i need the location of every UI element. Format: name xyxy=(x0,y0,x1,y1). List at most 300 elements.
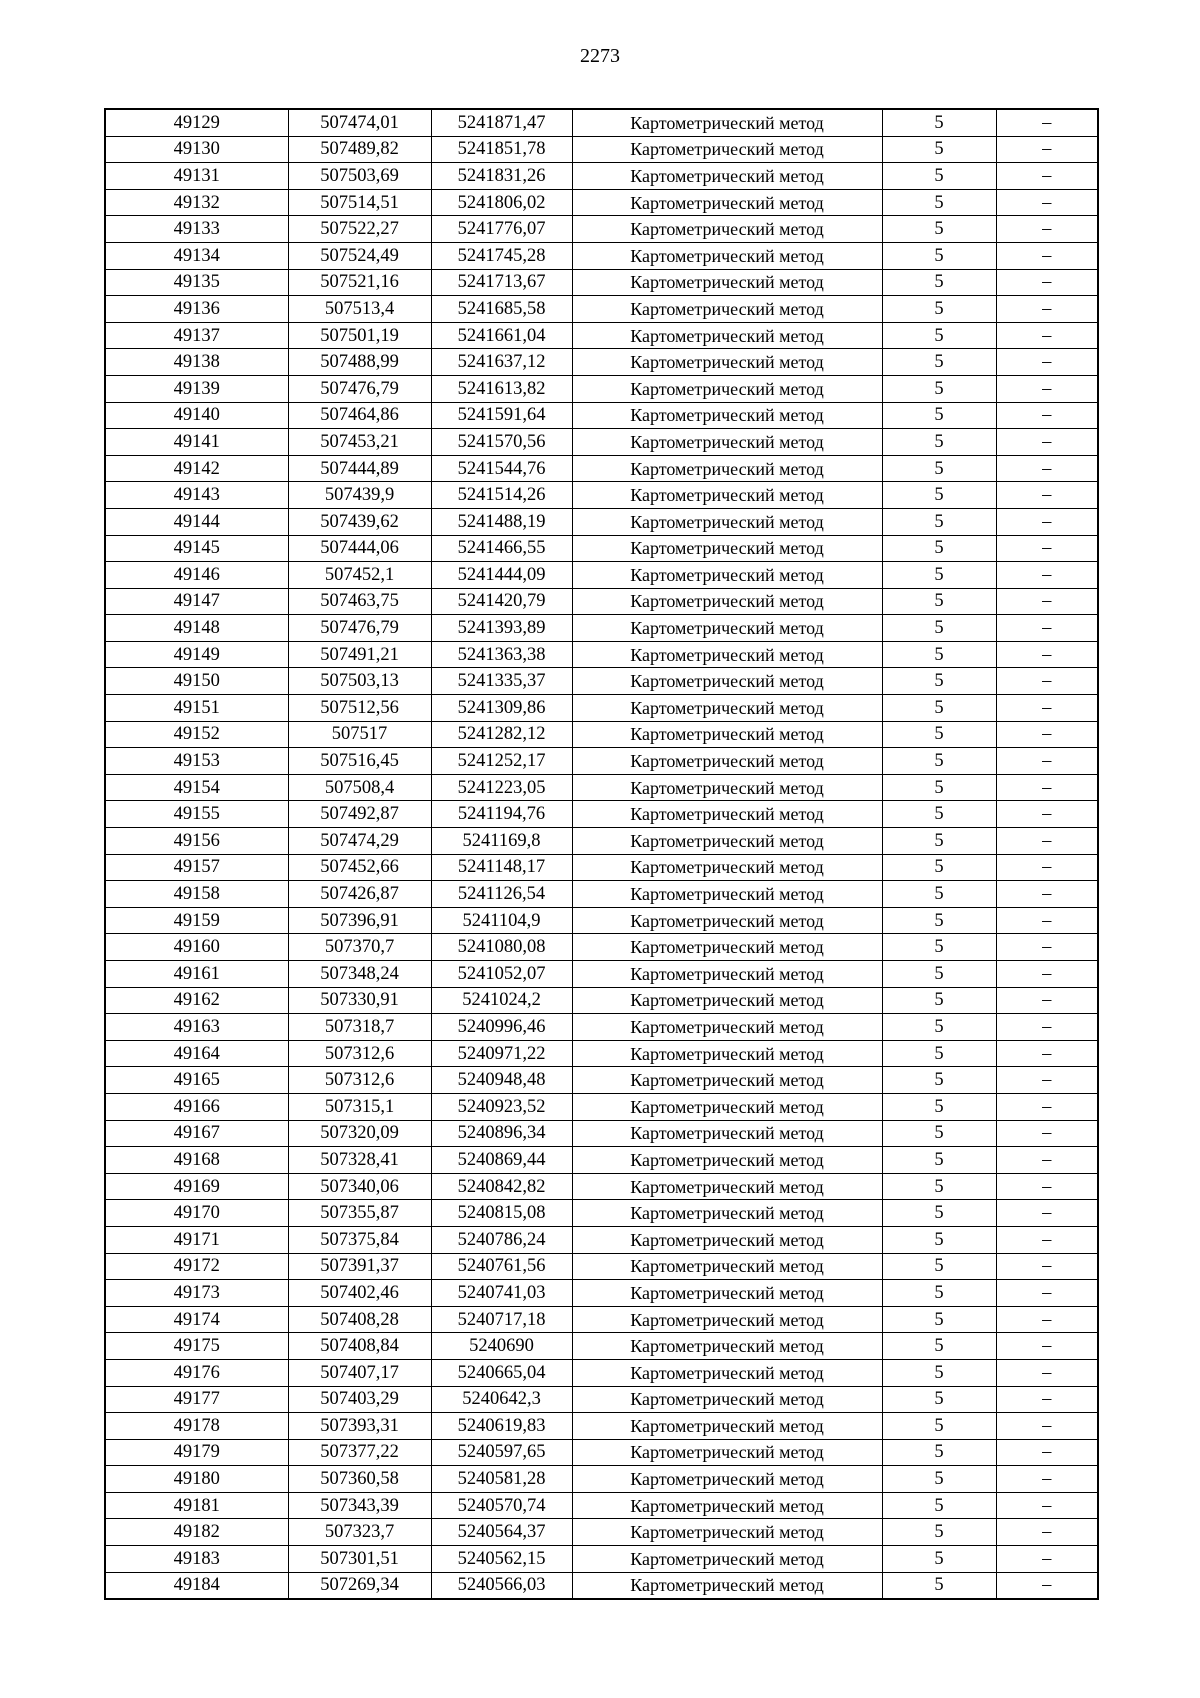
table-row xyxy=(105,987,1098,1014)
table-row xyxy=(105,907,1098,934)
table-row xyxy=(105,668,1098,695)
point-number-cell: 49146 xyxy=(105,562,288,589)
table-row xyxy=(105,136,1098,163)
precision-cell: 5 xyxy=(882,482,996,509)
method-cell: Картометрический метод xyxy=(572,1439,882,1466)
precision-cell: 5 xyxy=(882,695,996,722)
point-number-cell: 49177 xyxy=(105,1386,288,1413)
table-row xyxy=(105,1280,1098,1307)
note-cell: – xyxy=(996,1546,1098,1573)
precision-cell: 5 xyxy=(882,349,996,376)
x-coordinate-cell: 507452,66 xyxy=(288,854,431,881)
x-coordinate-cell: 507439,9 xyxy=(288,482,431,509)
note-cell: – xyxy=(996,1492,1098,1519)
method-cell: Картометрический метод xyxy=(572,1413,882,1440)
x-coordinate-cell: 507521,16 xyxy=(288,269,431,296)
y-coordinate-cell: 5240948,48 xyxy=(431,1067,572,1094)
precision-cell: 5 xyxy=(882,535,996,562)
point-number-cell: 49169 xyxy=(105,1173,288,1200)
point-number-cell: 49178 xyxy=(105,1413,288,1440)
y-coordinate-cell: 5240896,34 xyxy=(431,1120,572,1147)
note-cell: – xyxy=(996,216,1098,243)
table-row xyxy=(105,1226,1098,1253)
y-coordinate-cell: 5241420,79 xyxy=(431,588,572,615)
table-row xyxy=(105,1014,1098,1041)
y-coordinate-cell: 5241871,47 xyxy=(431,109,572,136)
precision-cell: 5 xyxy=(882,402,996,429)
y-coordinate-cell: 5241806,02 xyxy=(431,189,572,216)
note-cell: – xyxy=(996,1067,1098,1094)
y-coordinate-cell: 5240690 xyxy=(431,1333,572,1360)
y-coordinate-cell: 5241252,17 xyxy=(431,748,572,775)
x-coordinate-cell: 507301,51 xyxy=(288,1546,431,1573)
method-cell: Картометрический метод xyxy=(572,189,882,216)
y-coordinate-cell: 5240562,15 xyxy=(431,1546,572,1573)
note-cell: – xyxy=(996,269,1098,296)
precision-cell: 5 xyxy=(882,1519,996,1546)
method-cell: Картометрический метод xyxy=(572,1173,882,1200)
table-row xyxy=(105,508,1098,535)
note-cell: – xyxy=(996,1040,1098,1067)
x-coordinate-cell: 507464,86 xyxy=(288,402,431,429)
x-coordinate-cell: 507452,1 xyxy=(288,562,431,589)
y-coordinate-cell: 5240566,03 xyxy=(431,1572,572,1599)
table-row xyxy=(105,1173,1098,1200)
x-coordinate-cell: 507343,39 xyxy=(288,1492,431,1519)
method-cell: Картометрический метод xyxy=(572,907,882,934)
method-cell: Картометрический метод xyxy=(572,1226,882,1253)
precision-cell: 5 xyxy=(882,322,996,349)
y-coordinate-cell: 5241661,04 xyxy=(431,322,572,349)
method-cell: Картометрический метод xyxy=(572,508,882,535)
precision-cell: 5 xyxy=(882,269,996,296)
x-coordinate-cell: 507312,6 xyxy=(288,1040,431,1067)
note-cell: – xyxy=(996,322,1098,349)
y-coordinate-cell: 5241282,12 xyxy=(431,721,572,748)
point-number-cell: 49180 xyxy=(105,1466,288,1493)
table-row xyxy=(105,535,1098,562)
note-cell: – xyxy=(996,1439,1098,1466)
y-coordinate-cell: 5241488,19 xyxy=(431,508,572,535)
x-coordinate-cell: 507320,09 xyxy=(288,1120,431,1147)
table-row xyxy=(105,854,1098,881)
note-cell: – xyxy=(996,748,1098,775)
point-number-cell: 49184 xyxy=(105,1572,288,1599)
y-coordinate-cell: 5241194,76 xyxy=(431,801,572,828)
x-coordinate-cell: 507408,28 xyxy=(288,1306,431,1333)
y-coordinate-cell: 5241591,64 xyxy=(431,402,572,429)
method-cell: Картометрический метод xyxy=(572,163,882,190)
precision-cell: 5 xyxy=(882,1546,996,1573)
x-coordinate-cell: 507501,19 xyxy=(288,322,431,349)
point-number-cell: 49155 xyxy=(105,801,288,828)
precision-cell: 5 xyxy=(882,1200,996,1227)
precision-cell: 5 xyxy=(882,1306,996,1333)
point-number-cell: 49156 xyxy=(105,828,288,855)
table-row xyxy=(105,269,1098,296)
point-number-cell: 49132 xyxy=(105,189,288,216)
note-cell: – xyxy=(996,349,1098,376)
method-cell: Картометрический метод xyxy=(572,1067,882,1094)
note-cell: – xyxy=(996,668,1098,695)
y-coordinate-cell: 5240869,44 xyxy=(431,1147,572,1174)
method-cell: Картометрический метод xyxy=(572,934,882,961)
point-number-cell: 49168 xyxy=(105,1147,288,1174)
note-cell: – xyxy=(996,242,1098,269)
x-coordinate-cell: 507330,91 xyxy=(288,987,431,1014)
note-cell: – xyxy=(996,1333,1098,1360)
method-cell: Картометрический метод xyxy=(572,1359,882,1386)
note-cell: – xyxy=(996,721,1098,748)
x-coordinate-cell: 507375,84 xyxy=(288,1226,431,1253)
precision-cell: 5 xyxy=(882,1253,996,1280)
point-number-cell: 49130 xyxy=(105,136,288,163)
point-number-cell: 49171 xyxy=(105,1226,288,1253)
y-coordinate-cell: 5240996,46 xyxy=(431,1014,572,1041)
y-coordinate-cell: 5241514,26 xyxy=(431,482,572,509)
table-row xyxy=(105,1253,1098,1280)
note-cell: – xyxy=(996,535,1098,562)
note-cell: – xyxy=(996,482,1098,509)
note-cell: – xyxy=(996,109,1098,136)
point-number-cell: 49149 xyxy=(105,641,288,668)
y-coordinate-cell: 5240741,03 xyxy=(431,1280,572,1307)
x-coordinate-cell: 507408,84 xyxy=(288,1333,431,1360)
method-cell: Картометрический метод xyxy=(572,402,882,429)
note-cell: – xyxy=(996,1280,1098,1307)
table-row xyxy=(105,801,1098,828)
precision-cell: 5 xyxy=(882,615,996,642)
precision-cell: 5 xyxy=(882,508,996,535)
point-number-cell: 49158 xyxy=(105,881,288,908)
note-cell: – xyxy=(996,961,1098,988)
method-cell: Картометрический метод xyxy=(572,216,882,243)
point-number-cell: 49166 xyxy=(105,1093,288,1120)
precision-cell: 5 xyxy=(882,1359,996,1386)
y-coordinate-cell: 5241080,08 xyxy=(431,934,572,961)
y-coordinate-cell: 5240923,52 xyxy=(431,1093,572,1120)
note-cell: – xyxy=(996,907,1098,934)
table-row xyxy=(105,1359,1098,1386)
method-cell: Картометрический метод xyxy=(572,1306,882,1333)
y-coordinate-cell: 5241024,2 xyxy=(431,987,572,1014)
point-number-cell: 49139 xyxy=(105,375,288,402)
table-row xyxy=(105,296,1098,323)
x-coordinate-cell: 507403,29 xyxy=(288,1386,431,1413)
method-cell: Картометрический метод xyxy=(572,854,882,881)
point-number-cell: 49183 xyxy=(105,1546,288,1573)
y-coordinate-cell: 5241713,67 xyxy=(431,269,572,296)
table-row xyxy=(105,1067,1098,1094)
y-coordinate-cell: 5240564,37 xyxy=(431,1519,572,1546)
method-cell: Картометрический метод xyxy=(572,695,882,722)
note-cell: – xyxy=(996,1306,1098,1333)
table-row xyxy=(105,588,1098,615)
x-coordinate-cell: 507393,31 xyxy=(288,1413,431,1440)
method-cell: Картометрический метод xyxy=(572,1040,882,1067)
x-coordinate-cell: 507474,29 xyxy=(288,828,431,855)
method-cell: Картометрический метод xyxy=(572,828,882,855)
page-number: 2273 xyxy=(580,45,620,67)
x-coordinate-cell: 507312,6 xyxy=(288,1067,431,1094)
point-number-cell: 49143 xyxy=(105,482,288,509)
method-cell: Картометрический метод xyxy=(572,109,882,136)
x-coordinate-cell: 507474,01 xyxy=(288,109,431,136)
precision-cell: 5 xyxy=(882,721,996,748)
x-coordinate-cell: 507444,06 xyxy=(288,535,431,562)
point-number-cell: 49138 xyxy=(105,349,288,376)
y-coordinate-cell: 5240619,83 xyxy=(431,1413,572,1440)
precision-cell: 5 xyxy=(882,1466,996,1493)
table-row xyxy=(105,1519,1098,1546)
method-cell: Картометрический метод xyxy=(572,535,882,562)
point-number-cell: 49162 xyxy=(105,987,288,1014)
x-coordinate-cell: 507315,1 xyxy=(288,1093,431,1120)
note-cell: – xyxy=(996,562,1098,589)
note-cell: – xyxy=(996,455,1098,482)
method-cell: Картометрический метод xyxy=(572,1386,882,1413)
precision-cell: 5 xyxy=(882,588,996,615)
note-cell: – xyxy=(996,774,1098,801)
y-coordinate-cell: 5241776,07 xyxy=(431,216,572,243)
method-cell: Картометрический метод xyxy=(572,1280,882,1307)
point-number-cell: 49151 xyxy=(105,695,288,722)
note-cell: – xyxy=(996,615,1098,642)
table-row xyxy=(105,1546,1098,1573)
table-row xyxy=(105,1386,1098,1413)
point-number-cell: 49134 xyxy=(105,242,288,269)
precision-cell: 5 xyxy=(882,1014,996,1041)
precision-cell: 5 xyxy=(882,774,996,801)
x-coordinate-cell: 507340,06 xyxy=(288,1173,431,1200)
note-cell: – xyxy=(996,854,1098,881)
x-coordinate-cell: 507476,79 xyxy=(288,375,431,402)
note-cell: – xyxy=(996,296,1098,323)
note-cell: – xyxy=(996,1200,1098,1227)
table-row xyxy=(105,1120,1098,1147)
x-coordinate-cell: 507517 xyxy=(288,721,431,748)
point-number-cell: 49153 xyxy=(105,748,288,775)
note-cell: – xyxy=(996,429,1098,456)
y-coordinate-cell: 5240717,18 xyxy=(431,1306,572,1333)
table-row xyxy=(105,1572,1098,1599)
method-cell: Картометрический метод xyxy=(572,615,882,642)
table-row xyxy=(105,615,1098,642)
method-cell: Картометрический метод xyxy=(572,1466,882,1493)
table-row xyxy=(105,721,1098,748)
note-cell: – xyxy=(996,1226,1098,1253)
method-cell: Картометрический метод xyxy=(572,641,882,668)
x-coordinate-cell: 507491,21 xyxy=(288,641,431,668)
method-cell: Картометрический метод xyxy=(572,482,882,509)
x-coordinate-cell: 507269,34 xyxy=(288,1572,431,1599)
y-coordinate-cell: 5240761,56 xyxy=(431,1253,572,1280)
x-coordinate-cell: 507444,89 xyxy=(288,455,431,482)
table-row xyxy=(105,562,1098,589)
point-number-cell: 49164 xyxy=(105,1040,288,1067)
precision-cell: 5 xyxy=(882,828,996,855)
table-row xyxy=(105,1333,1098,1360)
precision-cell: 5 xyxy=(882,1386,996,1413)
table-row xyxy=(105,1200,1098,1227)
point-number-cell: 49154 xyxy=(105,774,288,801)
y-coordinate-cell: 5240815,08 xyxy=(431,1200,572,1227)
note-cell: – xyxy=(996,1519,1098,1546)
note-cell: – xyxy=(996,1572,1098,1599)
point-number-cell: 49135 xyxy=(105,269,288,296)
method-cell: Картометрический метод xyxy=(572,136,882,163)
method-cell: Картометрический метод xyxy=(572,588,882,615)
point-number-cell: 49147 xyxy=(105,588,288,615)
table-row xyxy=(105,163,1098,190)
point-number-cell: 49145 xyxy=(105,535,288,562)
x-coordinate-cell: 507512,56 xyxy=(288,695,431,722)
table-row xyxy=(105,828,1098,855)
precision-cell: 5 xyxy=(882,854,996,881)
method-cell: Картометрический метод xyxy=(572,1492,882,1519)
point-number-cell: 49148 xyxy=(105,615,288,642)
note-cell: – xyxy=(996,1014,1098,1041)
point-number-cell: 49150 xyxy=(105,668,288,695)
precision-cell: 5 xyxy=(882,429,996,456)
method-cell: Картометрический метод xyxy=(572,349,882,376)
table-row xyxy=(105,934,1098,961)
y-coordinate-cell: 5241335,37 xyxy=(431,668,572,695)
point-number-cell: 49163 xyxy=(105,1014,288,1041)
note-cell: – xyxy=(996,375,1098,402)
method-cell: Картометрический метод xyxy=(572,1519,882,1546)
y-coordinate-cell: 5241466,55 xyxy=(431,535,572,562)
precision-cell: 5 xyxy=(882,881,996,908)
precision-cell: 5 xyxy=(882,242,996,269)
table-row xyxy=(105,748,1098,775)
precision-cell: 5 xyxy=(882,1572,996,1599)
table-row xyxy=(105,455,1098,482)
point-number-cell: 49131 xyxy=(105,163,288,190)
method-cell: Картометрический метод xyxy=(572,961,882,988)
x-coordinate-cell: 507391,37 xyxy=(288,1253,431,1280)
point-number-cell: 49172 xyxy=(105,1253,288,1280)
x-coordinate-cell: 507476,79 xyxy=(288,615,431,642)
x-coordinate-cell: 507516,45 xyxy=(288,748,431,775)
precision-cell: 5 xyxy=(882,1280,996,1307)
table-row xyxy=(105,695,1098,722)
table-row xyxy=(105,1306,1098,1333)
note-cell: – xyxy=(996,1413,1098,1440)
y-coordinate-cell: 5241393,89 xyxy=(431,615,572,642)
note-cell: – xyxy=(996,1173,1098,1200)
method-cell: Картометрический метод xyxy=(572,455,882,482)
precision-cell: 5 xyxy=(882,562,996,589)
point-number-cell: 49140 xyxy=(105,402,288,429)
table-row xyxy=(105,1439,1098,1466)
point-number-cell: 49182 xyxy=(105,1519,288,1546)
table-row xyxy=(105,1093,1098,1120)
point-number-cell: 49179 xyxy=(105,1439,288,1466)
precision-cell: 5 xyxy=(882,1147,996,1174)
point-number-cell: 49165 xyxy=(105,1067,288,1094)
note-cell: – xyxy=(996,1466,1098,1493)
method-cell: Картометрический метод xyxy=(572,269,882,296)
point-number-cell: 49181 xyxy=(105,1492,288,1519)
method-cell: Картометрический метод xyxy=(572,1093,882,1120)
table-row xyxy=(105,375,1098,402)
note-cell: – xyxy=(996,1093,1098,1120)
y-coordinate-cell: 5241126,54 xyxy=(431,881,572,908)
note-cell: – xyxy=(996,508,1098,535)
table-row xyxy=(105,1147,1098,1174)
y-coordinate-cell: 5241613,82 xyxy=(431,375,572,402)
note-cell: – xyxy=(996,987,1098,1014)
precision-cell: 5 xyxy=(882,109,996,136)
x-coordinate-cell: 507377,22 xyxy=(288,1439,431,1466)
precision-cell: 5 xyxy=(882,1040,996,1067)
point-number-cell: 49133 xyxy=(105,216,288,243)
method-cell: Картометрический метод xyxy=(572,668,882,695)
note-cell: – xyxy=(996,189,1098,216)
note-cell: – xyxy=(996,1147,1098,1174)
x-coordinate-cell: 507396,91 xyxy=(288,907,431,934)
x-coordinate-cell: 507508,4 xyxy=(288,774,431,801)
table-row xyxy=(105,1466,1098,1493)
coordinates-table-body xyxy=(105,109,1098,1599)
y-coordinate-cell: 5240971,22 xyxy=(431,1040,572,1067)
y-coordinate-cell: 5240786,24 xyxy=(431,1226,572,1253)
y-coordinate-cell: 5241148,17 xyxy=(431,854,572,881)
precision-cell: 5 xyxy=(882,455,996,482)
x-coordinate-cell: 507514,51 xyxy=(288,189,431,216)
method-cell: Картометрический метод xyxy=(572,1200,882,1227)
y-coordinate-cell: 5241444,09 xyxy=(431,562,572,589)
note-cell: – xyxy=(996,695,1098,722)
point-number-cell: 49161 xyxy=(105,961,288,988)
method-cell: Картометрический метод xyxy=(572,1333,882,1360)
y-coordinate-cell: 5241052,07 xyxy=(431,961,572,988)
table-row xyxy=(105,1492,1098,1519)
method-cell: Картометрический метод xyxy=(572,375,882,402)
note-cell: – xyxy=(996,1386,1098,1413)
table-row xyxy=(105,402,1098,429)
precision-cell: 5 xyxy=(882,1439,996,1466)
point-number-cell: 49142 xyxy=(105,455,288,482)
method-cell: Картометрический метод xyxy=(572,987,882,1014)
x-coordinate-cell: 507328,41 xyxy=(288,1147,431,1174)
method-cell: Картометрический метод xyxy=(572,322,882,349)
y-coordinate-cell: 5240597,65 xyxy=(431,1439,572,1466)
method-cell: Картометрический метод xyxy=(572,562,882,589)
precision-cell: 5 xyxy=(882,375,996,402)
precision-cell: 5 xyxy=(882,216,996,243)
precision-cell: 5 xyxy=(882,801,996,828)
x-coordinate-cell: 507524,49 xyxy=(288,242,431,269)
y-coordinate-cell: 5241685,58 xyxy=(431,296,572,323)
note-cell: – xyxy=(996,934,1098,961)
point-number-cell: 49160 xyxy=(105,934,288,961)
point-number-cell: 49167 xyxy=(105,1120,288,1147)
note-cell: – xyxy=(996,881,1098,908)
precision-cell: 5 xyxy=(882,961,996,988)
x-coordinate-cell: 507488,99 xyxy=(288,349,431,376)
x-coordinate-cell: 507323,7 xyxy=(288,1519,431,1546)
y-coordinate-cell: 5241851,78 xyxy=(431,136,572,163)
point-number-cell: 49129 xyxy=(105,109,288,136)
method-cell: Картометрический метод xyxy=(572,1572,882,1599)
method-cell: Картометрический метод xyxy=(572,1253,882,1280)
note-cell: – xyxy=(996,641,1098,668)
point-number-cell: 49136 xyxy=(105,296,288,323)
x-coordinate-cell: 507318,7 xyxy=(288,1014,431,1041)
x-coordinate-cell: 507355,87 xyxy=(288,1200,431,1227)
